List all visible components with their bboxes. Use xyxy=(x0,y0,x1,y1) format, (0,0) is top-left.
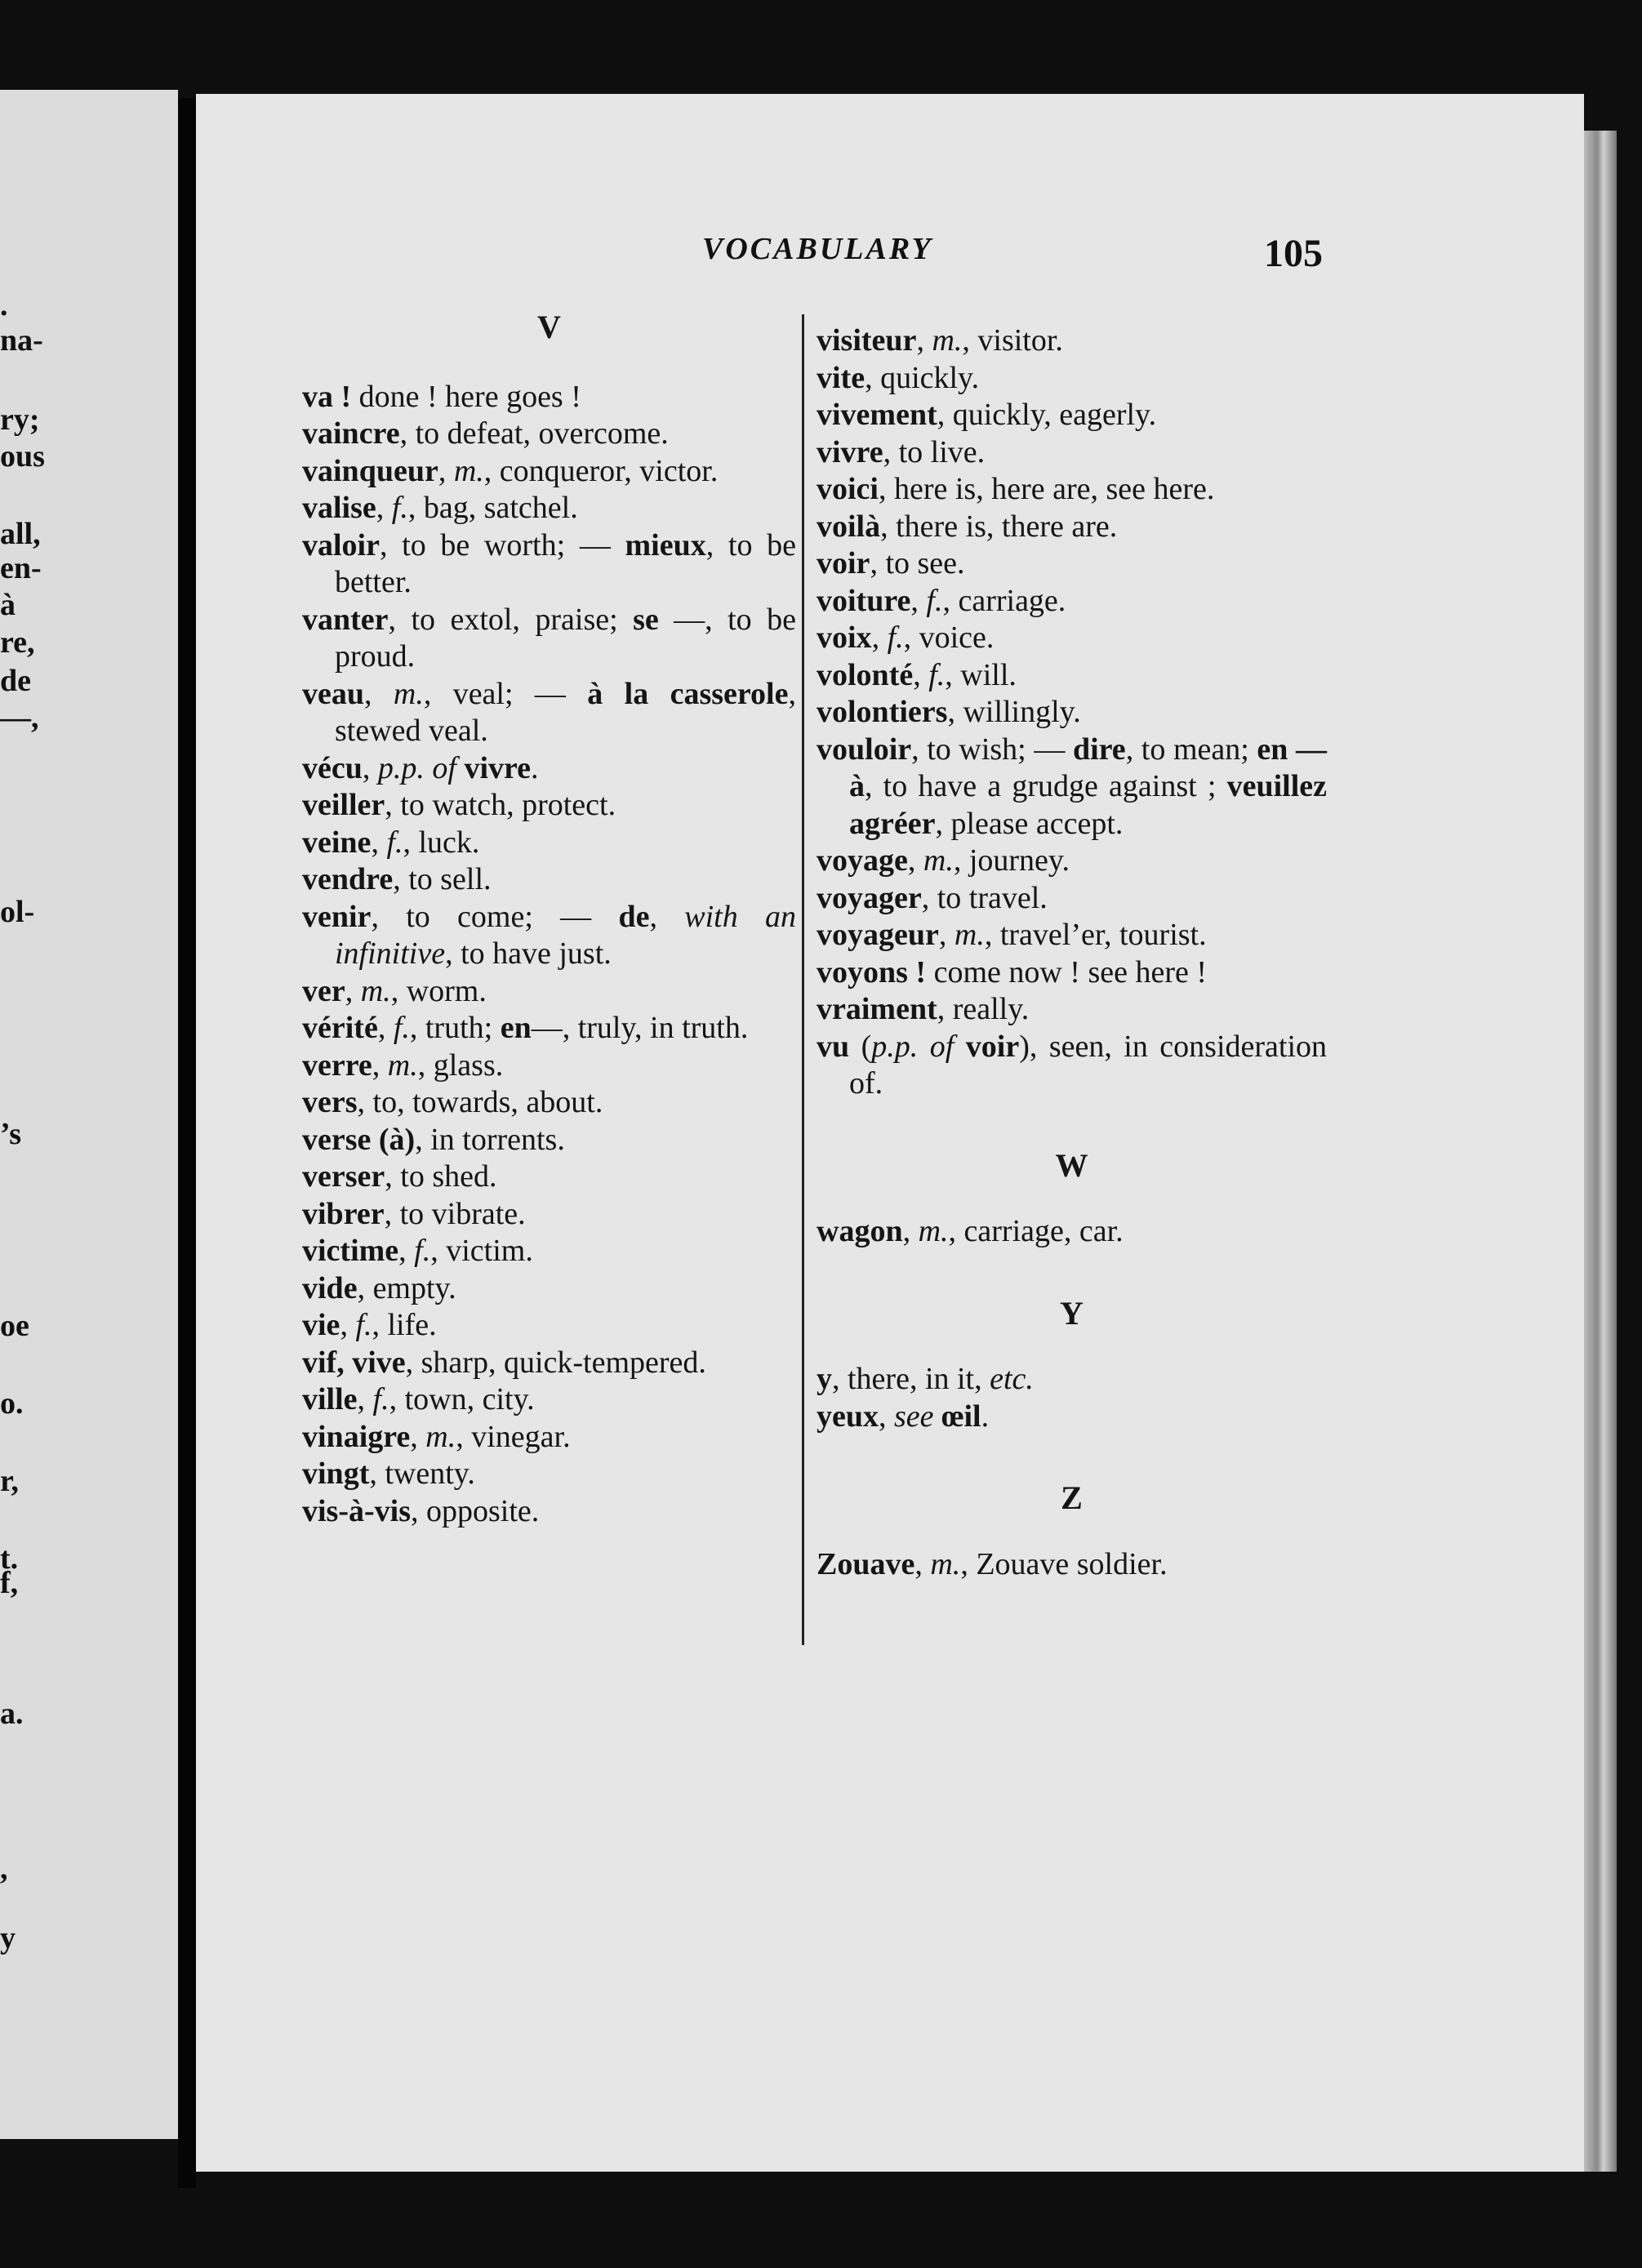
definition-text: , in torrents. xyxy=(415,1122,565,1157)
vocab-entry xyxy=(302,602,796,676)
vocab-entry xyxy=(302,1345,796,1382)
definition-text: . xyxy=(531,750,539,785)
definition-text: —, to be proud. xyxy=(335,602,796,674)
headword: vaincre xyxy=(302,416,400,451)
definition-text: , voice. xyxy=(903,620,995,655)
vocab-entry xyxy=(817,360,1327,398)
vocab-entry xyxy=(817,657,1327,695)
headword: de xyxy=(618,899,650,934)
facing-page-fragment: a. xyxy=(0,1697,24,1731)
section-letter: Y xyxy=(1060,1294,1084,1332)
vocab-entry xyxy=(302,1084,796,1122)
vocab-entry xyxy=(817,1029,1327,1103)
vocab-entry xyxy=(817,843,1327,880)
definition-text: , xyxy=(371,825,387,860)
column-divider xyxy=(802,314,804,1645)
grammar-note: f. xyxy=(887,620,904,655)
headword: ver xyxy=(302,973,345,1008)
vocab-entry xyxy=(817,1213,1327,1251)
grammar-note: m. xyxy=(453,453,484,488)
definition-text: , xyxy=(914,1546,931,1581)
definition-text: , stewed veal. xyxy=(335,676,796,748)
left-column xyxy=(302,309,796,1530)
definition-text: , willingly. xyxy=(947,695,1081,729)
definition-text: , xyxy=(376,491,392,525)
vocab-entry xyxy=(817,397,1327,434)
headword: se xyxy=(633,602,659,637)
grammar-note: etc. xyxy=(990,1362,1034,1396)
definition-text: , xyxy=(345,973,361,1008)
grammar-note: see xyxy=(894,1399,934,1434)
definition-text: , to be worth; — xyxy=(379,527,625,563)
definition-text: , truth; xyxy=(409,1011,501,1045)
section-letter: V xyxy=(537,309,561,345)
headword: œil xyxy=(941,1399,981,1434)
headword: y xyxy=(817,1362,832,1396)
vocab-entry xyxy=(817,322,1327,360)
definition-text: , carriage. xyxy=(942,583,1066,618)
running-head-title: VOCABULARY xyxy=(702,232,933,266)
vocab-entry xyxy=(302,453,796,491)
definition-text: , Zouave soldier. xyxy=(960,1546,1168,1581)
headword: dire xyxy=(1072,732,1126,767)
definition-text: , xyxy=(902,1214,919,1248)
vocab-entry xyxy=(302,490,796,527)
grammar-note: m. xyxy=(932,323,963,358)
definition-text: , to defeat, overcome. xyxy=(399,416,669,451)
definition-text: , travel’er, tourist. xyxy=(984,918,1207,952)
definition-text: , opposite. xyxy=(411,1493,540,1528)
definition-text: , xyxy=(372,1047,388,1083)
vocab-entry xyxy=(302,973,796,1011)
headword: vibrer xyxy=(302,1196,385,1231)
headword: verser xyxy=(302,1159,385,1194)
definition-text: , xyxy=(879,1399,894,1434)
headword: valoir xyxy=(302,527,380,563)
vocab-entry xyxy=(817,991,1327,1029)
headword: vendre xyxy=(302,862,394,896)
headword: vie xyxy=(302,1308,340,1342)
grammar-note: with an infinitive xyxy=(335,899,796,971)
book-gutter xyxy=(178,98,196,2188)
definition-text: , to come; — xyxy=(371,899,619,934)
vocab-entry xyxy=(302,1010,796,1047)
definition-text: , xyxy=(938,918,954,952)
headword: voix xyxy=(817,620,872,655)
section-letter: W xyxy=(1055,1146,1088,1184)
definition-text: , to have just. xyxy=(445,936,612,971)
grammar-note: f. xyxy=(393,1011,410,1045)
headword: visiteur xyxy=(817,323,917,358)
definition-text: , xyxy=(907,843,923,878)
headword: voir xyxy=(965,1029,1020,1064)
page-edge xyxy=(1584,131,1617,2172)
headword: va ! xyxy=(302,379,352,414)
grammar-note: p.p. of xyxy=(377,750,456,785)
headword: voyage xyxy=(817,843,908,878)
definition-text: come now ! see here ! xyxy=(926,954,1208,989)
facing-page-fragment: en- xyxy=(0,551,42,585)
grammar-note: f. xyxy=(391,491,408,525)
definition-text: , twenty. xyxy=(369,1456,475,1491)
vocab-entry xyxy=(302,379,796,416)
headword: vivre xyxy=(817,434,883,469)
grammar-note: m. xyxy=(387,1047,418,1083)
definition-text: , to mean; xyxy=(1125,732,1257,767)
facing-page-fragment: all, xyxy=(0,517,41,551)
facing-page-fragment: ’s xyxy=(0,1117,22,1151)
definition-text: , xyxy=(340,1308,356,1342)
definition-text: , xyxy=(410,1419,426,1454)
definition-text: , to live. xyxy=(883,434,986,469)
headword: mieux xyxy=(625,527,706,563)
facing-page-fragment: t. xyxy=(0,1541,19,1576)
definition-text: , bag, satchel. xyxy=(407,491,578,525)
headword: ville xyxy=(302,1382,358,1416)
headword: vérité xyxy=(302,1011,378,1045)
definition-text: , to be better. xyxy=(335,527,796,599)
vocab-entry xyxy=(302,1307,796,1345)
definition-text: , to watch, protect. xyxy=(385,788,616,822)
headword: veine xyxy=(302,825,372,860)
definition-text xyxy=(456,751,465,785)
headword: vite xyxy=(817,360,865,395)
grammar-note: m. xyxy=(425,1419,456,1454)
grammar-note: m. xyxy=(923,843,954,878)
vocab-entry xyxy=(817,1361,1327,1399)
definition-text: , to wish; — xyxy=(911,732,1073,767)
definition-text: , glass. xyxy=(417,1047,504,1083)
vocab-entry xyxy=(817,583,1327,620)
grammar-note: f. xyxy=(372,1382,389,1416)
definition-text: ( xyxy=(849,1029,872,1064)
definition-text: , victim. xyxy=(430,1234,533,1268)
definition-text xyxy=(954,1029,965,1064)
facing-page-strip xyxy=(0,90,178,2139)
definition-text: , xyxy=(871,620,888,655)
facing-page-fragment: —, xyxy=(0,700,39,735)
definition-text: , really. xyxy=(937,992,1030,1026)
headword: vers xyxy=(302,1085,358,1119)
headword: veau xyxy=(302,676,364,711)
vocab-entry xyxy=(302,1047,796,1085)
definition-text: done ! here goes ! xyxy=(351,379,581,414)
headword: veiller xyxy=(302,788,385,822)
facing-page-fragment: oe xyxy=(0,1309,29,1343)
facing-page-fragment: o. xyxy=(0,1386,24,1421)
definition-text: , to see. xyxy=(870,546,965,580)
facing-page-fragment: ol- xyxy=(0,895,35,929)
definition-text: , xyxy=(362,750,378,785)
grammar-note: m. xyxy=(918,1214,949,1248)
headword: en xyxy=(500,1011,532,1045)
headword: vainqueur xyxy=(302,453,438,488)
definition-text: , carriage, car. xyxy=(948,1214,1124,1248)
headword: voir xyxy=(817,546,870,580)
headword: victime xyxy=(302,1234,399,1268)
definition-text: , worm. xyxy=(390,973,487,1008)
headword: vouloir xyxy=(817,732,912,767)
headword: volontiers xyxy=(817,695,948,729)
headword: voici xyxy=(817,472,879,506)
definition-text: , luck. xyxy=(403,825,480,860)
headword: voyageur xyxy=(817,918,939,952)
definition-text: —, truly, in truth. xyxy=(531,1011,749,1045)
vocab-entry xyxy=(302,1456,796,1493)
vocab-entry xyxy=(302,1493,796,1531)
vocab-entry xyxy=(817,917,1327,954)
vocab-entry xyxy=(817,620,1327,657)
headword: yeux xyxy=(817,1399,879,1434)
facing-page-fragment: de xyxy=(0,664,31,698)
headword: à la casserole xyxy=(587,676,789,711)
headword: veuillez agréer xyxy=(849,769,1327,841)
vocab-entry xyxy=(302,825,796,862)
definition-text: , there, in it, xyxy=(832,1362,990,1396)
grammar-note: f. xyxy=(928,657,946,692)
facing-page-fragment: f, xyxy=(0,1566,19,1600)
definition-text: , xyxy=(910,583,927,618)
definition-text: , town, city. xyxy=(389,1382,535,1416)
definition-text: , to have a grudge against ; xyxy=(865,769,1227,803)
headword: vécu xyxy=(302,750,363,785)
vocab-entry xyxy=(817,694,1327,732)
headword: vif, vive xyxy=(302,1345,406,1380)
grammar-note: f. xyxy=(386,825,403,860)
definition-text: , to shed. xyxy=(385,1159,497,1194)
facing-page-fragment: à xyxy=(0,588,16,622)
headword: vraiment xyxy=(817,992,937,1026)
definition-text: , to vibrate. xyxy=(384,1196,526,1231)
facing-page-fragment: na- xyxy=(0,323,43,358)
headword: valise xyxy=(302,491,376,525)
vocab-entry xyxy=(302,1158,796,1196)
definition-text: , journey. xyxy=(953,843,1070,878)
headword: verse (à) xyxy=(302,1122,416,1157)
definition-text: , sharp, quick-tempered. xyxy=(405,1345,706,1380)
vocab-entry xyxy=(302,1270,796,1308)
definition-text: , please accept. xyxy=(935,806,1124,841)
section-letter: Z xyxy=(1061,1479,1083,1516)
definition-text xyxy=(934,1399,942,1434)
facing-page-fragment: , xyxy=(0,1852,8,1886)
facing-page-fragment: . xyxy=(0,288,8,322)
vocab-entry xyxy=(817,434,1327,472)
headword: Zouave xyxy=(817,1546,915,1581)
definition-text: , will. xyxy=(945,657,1017,692)
definition-text: , quickly, eagerly. xyxy=(937,398,1157,432)
definition-text: , to, towards, about. xyxy=(357,1085,603,1119)
right-column xyxy=(817,322,1327,1583)
headword: vu xyxy=(817,1029,850,1064)
definition-text: ), seen, in consideration of. xyxy=(849,1029,1328,1101)
headword: vingt xyxy=(302,1456,370,1491)
headword: vinaigre xyxy=(302,1419,411,1454)
definition-text: , here is, here are, see here. xyxy=(878,472,1215,506)
definition-text: , xyxy=(916,323,932,358)
definition-text: , life. xyxy=(372,1308,437,1342)
definition-text: , xyxy=(649,899,685,934)
page-number: 105 xyxy=(1264,232,1323,275)
facing-page-fragment: y xyxy=(0,1921,16,1955)
vocab-entry xyxy=(817,1546,1327,1584)
definition-text: , xyxy=(357,1382,373,1416)
definition-text: , veal; — xyxy=(423,676,588,711)
facing-page-fragment: r, xyxy=(0,1464,19,1498)
headword: en — à xyxy=(849,732,1328,803)
headword: voiture xyxy=(817,583,911,618)
vocab-entry xyxy=(817,880,1327,918)
vocab-entry xyxy=(302,527,796,602)
definition-text: , xyxy=(913,657,929,692)
definition-text: , quickly. xyxy=(865,360,980,395)
definition-text: , to extol, praise; xyxy=(388,602,634,637)
vocab-entry xyxy=(302,1196,796,1234)
grammar-note: m. xyxy=(930,1546,961,1581)
definition-text: , visitor. xyxy=(962,323,1063,358)
definition-text: , to travel. xyxy=(921,880,1048,915)
vocab-entry xyxy=(302,1419,796,1456)
headword: vis-à-vis xyxy=(302,1493,411,1528)
definition-text: , xyxy=(398,1234,415,1268)
vocab-entry xyxy=(302,750,796,788)
grammar-note: f. xyxy=(926,583,943,618)
headword: vanter xyxy=(302,602,389,637)
vocab-entry xyxy=(302,787,796,825)
entry-list xyxy=(302,379,796,1531)
definition-text: , conqueror, victor. xyxy=(483,453,719,488)
facing-page-fragment: ry; xyxy=(0,402,40,437)
vocab-entry xyxy=(817,509,1327,546)
headword: volonté xyxy=(817,657,914,692)
vocab-entry xyxy=(302,899,796,973)
vocab-entry xyxy=(302,1233,796,1270)
vocab-entry xyxy=(302,861,796,899)
definition-text: , to sell. xyxy=(393,862,492,896)
headword: wagon xyxy=(817,1214,903,1248)
vocab-entry xyxy=(817,471,1327,509)
facing-page-fragment: re, xyxy=(0,625,35,660)
vocab-entry xyxy=(302,1122,796,1159)
grammar-note: f. xyxy=(355,1308,372,1342)
headword: voyager xyxy=(817,880,922,915)
headword: venir xyxy=(302,899,372,934)
headword: voilà xyxy=(817,509,881,544)
grammar-note: f. xyxy=(414,1234,431,1268)
definition-text: , xyxy=(377,1011,394,1045)
grammar-note: p.p. of xyxy=(871,1029,954,1064)
definition-text: , there is, there are. xyxy=(880,509,1118,544)
grammar-note: m. xyxy=(393,676,424,711)
vocab-entry xyxy=(302,676,796,750)
grammar-note: m. xyxy=(954,918,985,952)
vocab-entry xyxy=(817,732,1327,843)
headword: verre xyxy=(302,1047,372,1083)
headword: vivement xyxy=(817,398,937,432)
vocab-entry xyxy=(817,545,1327,583)
vocab-entry xyxy=(302,416,796,453)
vocab-entry xyxy=(817,1399,1327,1436)
definition-text: . xyxy=(981,1399,990,1434)
grammar-note: m. xyxy=(360,973,391,1008)
definition-text: , vinegar. xyxy=(456,1419,571,1454)
headword: vide xyxy=(302,1270,358,1305)
headword: voyons ! xyxy=(817,954,927,989)
definition-text: , xyxy=(438,453,454,488)
vocab-entry xyxy=(817,954,1327,992)
definition-text: , empty. xyxy=(357,1270,456,1305)
headword: vivre xyxy=(464,750,532,785)
facing-page-fragment: ous xyxy=(0,439,45,474)
definition-text: , xyxy=(364,676,394,711)
vocab-entry xyxy=(302,1381,796,1419)
